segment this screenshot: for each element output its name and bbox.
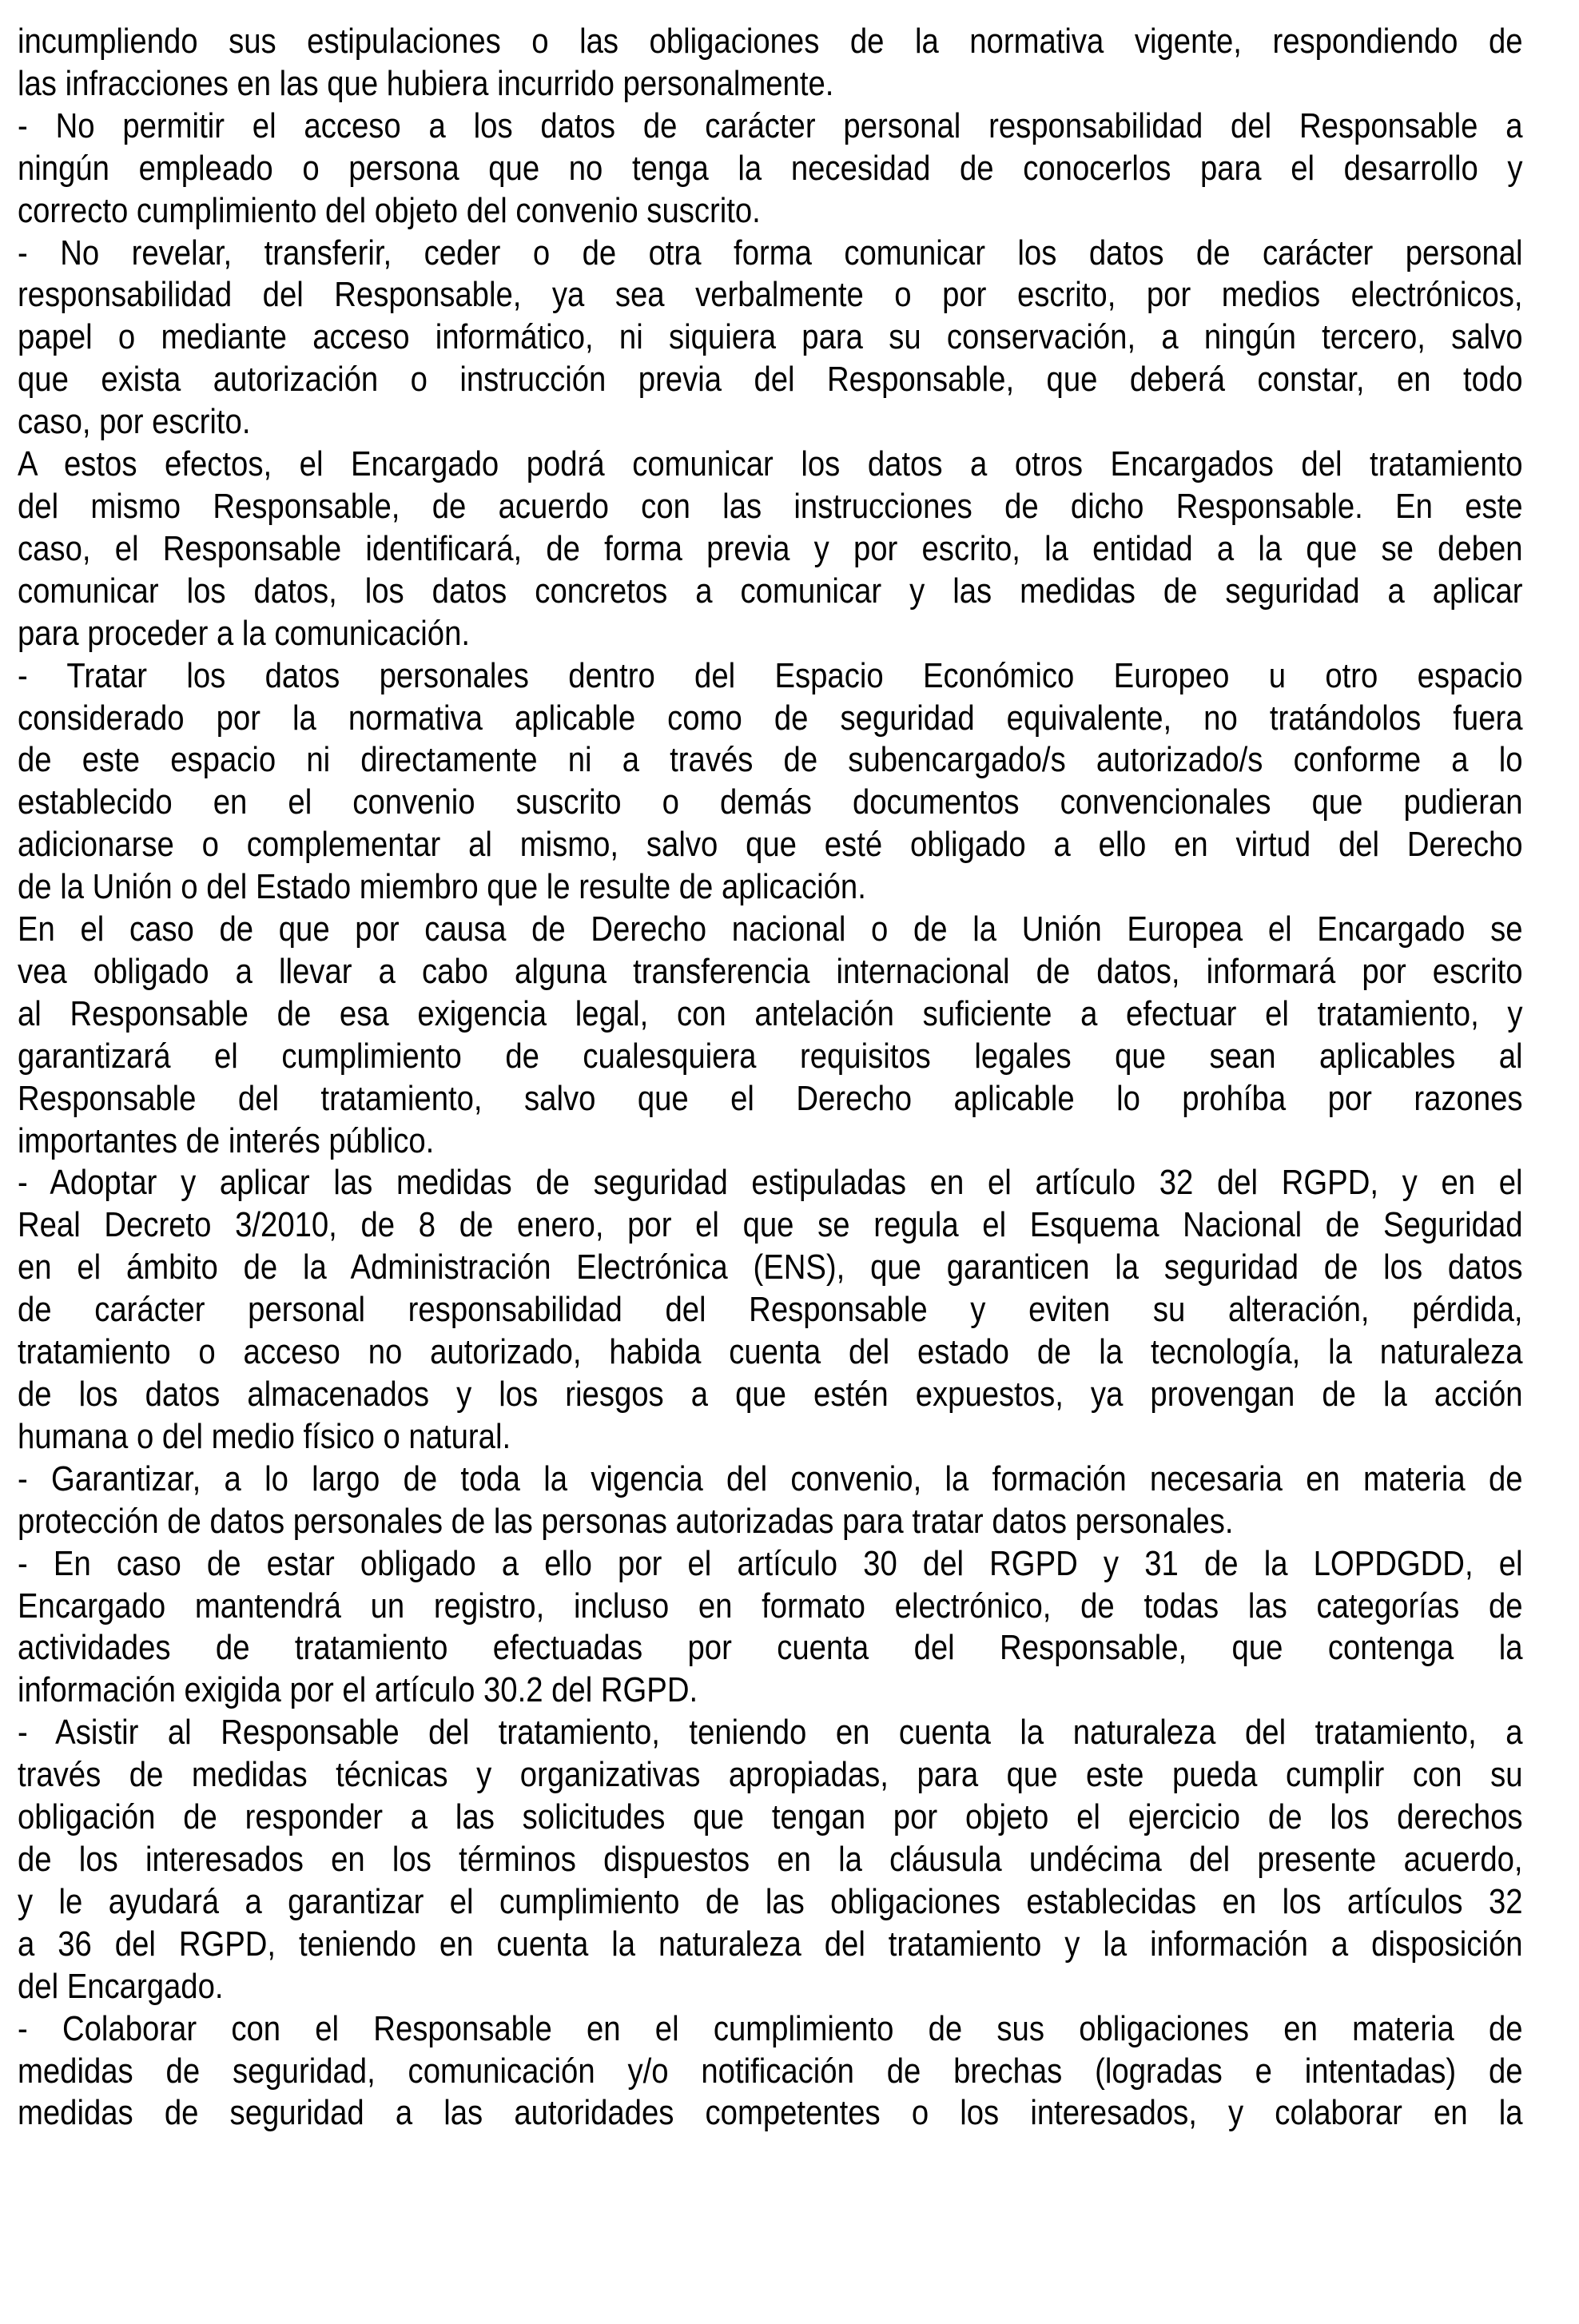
text-line: través de medidas técnicas y organizativas apropiadas, para que este pueda cumplir con su <box>18 1755 1523 1795</box>
text-line: - No permitir el acceso a los datos de carácter personal responsabilidad del Responsable a <box>18 105 1523 145</box>
text-line: a 36 del RGPD, teniendo en cuenta la naturaleza del tratamiento y la información a disposición <box>18 1924 1523 1964</box>
text-line: A estos efectos, el Encargado podrá comunicar los datos a otros Encargados del tratamiento <box>18 444 1523 484</box>
text-line: Encargado mantendrá un registro, incluso en formato electrónico, de todas las categorías de <box>18 1586 1523 1626</box>
text-line: establecido en el convenio suscrito o demás documentos convencionales que pudieran <box>18 782 1523 822</box>
text-line: - Asistir al Responsable del tratamiento, teniendo en cuenta la naturaleza del tratamiento, a <box>18 1713 1523 1753</box>
paragraph <box>18 655 1523 909</box>
text-line: obligación de responder a las solicitudes que tengan por objeto el ejercicio de los derechos <box>18 1797 1523 1837</box>
text-line: medidas de seguridad a las autoridades competentes o los interesados, y colaborar en la <box>18 2093 1523 2133</box>
paragraph <box>18 1712 1523 2008</box>
paragraph <box>18 1458 1523 1543</box>
text-line: incumpliendo sus estipulaciones o las obligaciones de la normativa vigente, respondiendo de <box>18 22 1523 61</box>
text-line: información exigida por el artículo 30.2 del RGPD. <box>18 1670 698 1710</box>
text-line: en el ámbito de la Administración Electrónica (ENS), que garanticen la seguridad de los datos <box>18 1248 1523 1287</box>
text-line: actividades de tratamiento efectuadas por cuenta del Responsable, que contenga la <box>18 1628 1523 1668</box>
text-line: importantes de interés público. <box>18 1120 435 1160</box>
text-line: caso, el Responsable identificará, de forma previa y por escrito, la entidad a la que se deben <box>18 528 1523 568</box>
text-line: al Responsable de esa exigencia legal, con antelación suficiente a efectuar el tratamiento, y <box>18 993 1523 1033</box>
text-line: papel o mediante acceso informático, ni siquiera para su conservación, a ningún tercero, salvo <box>18 317 1523 357</box>
text-line: vea obligado a llevar a cabo alguna transferencia internacional de datos, informará por escrito <box>18 951 1523 991</box>
text-line: En el caso de que por causa de Derecho nacional o de la Unión Europea el Encargado se <box>18 909 1523 949</box>
text-line: humana o del medio físico o natural. <box>18 1416 511 1456</box>
text-line: - Garantizar, a lo largo de toda la vigencia del convenio, la formación necesaria en materia de <box>18 1458 1523 1498</box>
text-line: y le ayudará a garantizar el cumplimiento de las obligaciones establecidas en los artículos 32 <box>18 1881 1523 1921</box>
text-line: caso, por escrito. <box>18 402 251 442</box>
text-line: comunicar los datos, los datos concretos a comunicar y las medidas de seguridad a aplicar <box>18 571 1523 611</box>
paragraph <box>18 1162 1523 1458</box>
paragraph <box>18 105 1523 233</box>
text-line: las infracciones en las que hubiera incurrido personalmente. <box>18 63 834 103</box>
text-line: adicionarse o complementar al mismo, salvo que esté obligado a ello en virtud del Derecho <box>18 825 1523 865</box>
text-line: que exista autorización o instrucción previa del Responsable, que deberá constar, en todo <box>18 360 1523 400</box>
text-line: considerado por la normativa aplicable como de seguridad equivalente, no tratándolos fuera <box>18 698 1523 738</box>
paragraph <box>18 21 1523 105</box>
text-line: garantizará el cumplimiento de cualesquiera requisitos legales que sean aplicables al <box>18 1036 1523 1076</box>
text-line: del mismo Responsable, de acuerdo con las instrucciones de dicho Responsable. En este <box>18 486 1523 526</box>
text-line: para proceder a la comunicación. <box>18 613 471 653</box>
text-line: de los datos almacenados y los riesgos a que estén expuestos, ya provengan de la acción <box>18 1375 1523 1414</box>
text-line: responsabilidad del Responsable, ya sea verbalmente o por escrito, por medios electrónicos, <box>18 275 1523 315</box>
paragraph <box>18 909 1523 1162</box>
text-line: - En caso de estar obligado a ello por el artículo 30 del RGPD y 31 de la LOPDGDD, el <box>18 1543 1523 1583</box>
text-line: correcto cumplimiento del objeto del convenio suscrito. <box>18 190 761 230</box>
text-line: de los interesados en los términos dispuestos en la cláusula undécima del presente acuerdo, <box>18 1839 1523 1879</box>
text-line: del Encargado. <box>18 1966 224 2006</box>
text-line: Responsable del tratamiento, salvo que el Derecho aplicable lo prohíba por razones <box>18 1078 1523 1118</box>
text-line: de la Unión o del Estado miembro que le resulte de aplicación. <box>18 867 866 907</box>
text-line: de este espacio ni directamente ni a través de subencargado/s autorizado/s conforme a lo <box>18 740 1523 780</box>
text-line: medidas de seguridad, comunicación y/o notificación de brechas (logradas e intentadas) de <box>18 2051 1523 2091</box>
text-line: protección de datos personales de las personas autorizadas para tratar datos personales. <box>18 1501 1234 1541</box>
text-block <box>18 21 1523 2135</box>
text-line: - No revelar, transferir, ceder o de otra forma comunicar los datos de carácter personal <box>18 233 1523 273</box>
text-line: de carácter personal responsabilidad del Responsable y eviten su alteración, pérdida, <box>18 1290 1523 1330</box>
text-line: tratamiento o acceso no autorizado, habida cuenta del estado de la tecnología, la naturaleza <box>18 1332 1523 1372</box>
text-line: - Tratar los datos personales dentro del Espacio Económico Europeo u otro espacio <box>18 655 1523 695</box>
paragraph <box>18 1543 1523 1713</box>
text-line: - Colaborar con el Responsable en el cumplimiento de sus obligaciones en materia de <box>18 2008 1523 2048</box>
text-line: Real Decreto 3/2010, de 8 de enero, por el que se regula el Esquema Nacional de Seguridad <box>18 1205 1523 1245</box>
text-line: - Adoptar y aplicar las medidas de seguridad estipuladas en el artículo 32 del RGPD, y en el <box>18 1163 1523 1203</box>
paragraph <box>18 2008 1523 2135</box>
text-line: ningún empleado o persona que no tenga la necesidad de conocerlos para el desarrollo y <box>18 148 1523 188</box>
paragraph <box>18 444 1523 655</box>
paragraph <box>18 233 1523 444</box>
